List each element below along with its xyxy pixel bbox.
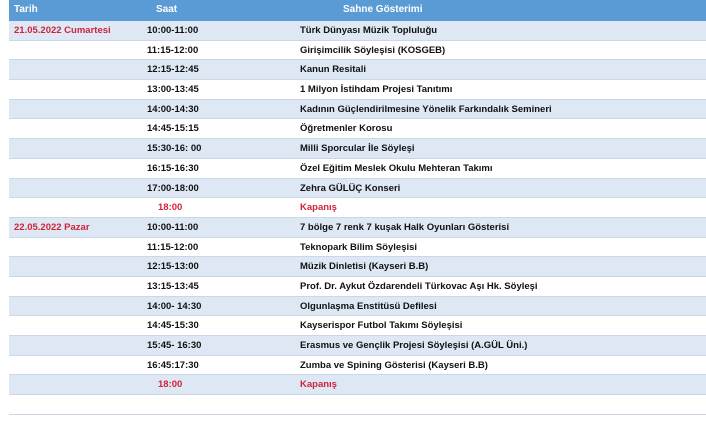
- row-time: 17:00-18:00: [147, 182, 199, 194]
- row-time: 13:15-13:45: [147, 280, 199, 292]
- row-time: 14:00-14:30: [147, 103, 199, 115]
- table-row: [9, 41, 706, 61]
- row-time: 10:00-11:00: [147, 221, 199, 233]
- table-row: [9, 198, 706, 218]
- row-event: Türk Dünyası Müzik Topluluğu: [300, 25, 438, 36]
- row-event: Prof. Dr. Aykut Özdarendeli Türkovac Aşı Hk. Söyleşi: [300, 280, 538, 292]
- row-date: 22.05.2022 Pazar: [14, 221, 90, 233]
- table-row: [9, 297, 706, 317]
- table-row: [9, 80, 706, 100]
- table-row: [9, 336, 706, 356]
- row-event: Özel Eğitim Meslek Okulu Mehteran Takımı: [300, 162, 493, 174]
- table-row: [9, 218, 706, 238]
- row-time: 14:00- 14:30: [147, 300, 202, 312]
- row-event: Zumba ve Spining Gösterisi (Kayseri B.B): [300, 359, 488, 371]
- table-header: [9, 0, 706, 21]
- header-date: Tarih: [14, 4, 38, 15]
- row-event: Girişimcilik Söyleşisi (KOSGEB): [300, 44, 446, 56]
- row-time: 13:00-13:45: [147, 84, 199, 96]
- row-event: Kapanış: [300, 379, 337, 391]
- row-time: 14:45-15:15: [147, 123, 199, 135]
- row-time: 14:45-15:30: [147, 320, 199, 332]
- table-row: [9, 316, 706, 336]
- row-event: 7 bölge 7 renk 7 kuşak Halk Oyunları Gösterisi: [300, 221, 510, 233]
- row-time: 11:15-12:00: [147, 44, 199, 56]
- header-event: Sahne Gösterimi: [343, 4, 423, 15]
- row-date: 21.05.2022 Cumartesi: [14, 25, 111, 36]
- row-time: 10:00-11:00: [147, 25, 199, 36]
- row-event: Teknopark Bilim Söyleşisi: [300, 241, 418, 253]
- row-time: 18:00: [158, 379, 183, 391]
- row-time: 15:30-16: 00: [147, 143, 202, 155]
- table-row: [9, 119, 706, 139]
- table-row: [9, 179, 706, 199]
- row-time: 15:45- 16:30: [147, 340, 202, 351]
- row-time: 16:45:17:30: [147, 359, 199, 371]
- row-event: Milli Sporcular İle Söyleşi: [300, 143, 415, 155]
- table-row: [9, 159, 706, 179]
- table-row: [9, 257, 706, 277]
- row-event: Kapanış: [300, 202, 337, 214]
- row-event: Müzik Dinletisi (Kayseri B.B): [300, 261, 429, 273]
- row-time: 18:00: [158, 202, 183, 214]
- table-row: [9, 21, 706, 41]
- row-event: Öğretmenler Korosu: [300, 123, 393, 135]
- table-row: [9, 139, 706, 159]
- row-time: 16:15-16:30: [147, 162, 199, 174]
- table-row: [9, 100, 706, 120]
- row-event: Olgunlaşma Enstitüsü Defilesi: [300, 300, 437, 312]
- row-event: Zehra GÜLÜÇ Konseri: [300, 182, 401, 194]
- row-event: Kayserispor Futbol Takımı Söyleşisi: [300, 320, 463, 332]
- row-event: Kadının Güçlendirilmesine Yönelik Farkındalık Semineri: [300, 103, 552, 115]
- table-row: [9, 238, 706, 258]
- table-body: [9, 21, 706, 415]
- row-time: 12:15-12:45: [147, 64, 199, 76]
- table-row: [9, 60, 706, 80]
- table-row: [9, 375, 706, 395]
- row-event: Kanun Resitali: [300, 64, 366, 76]
- header-time: Saat: [156, 4, 178, 15]
- row-time: 11:15-12:00: [147, 241, 199, 253]
- table-row: [9, 356, 706, 376]
- table-row: [9, 395, 706, 415]
- row-event: 1 Milyon İstihdam Projesi Tanıtımı: [300, 84, 453, 96]
- row-event: Erasmus ve Gençlik Projesi Söyleşisi (A.GÜL Üni.): [300, 340, 528, 351]
- schedule-table: [9, 0, 706, 415]
- table-row: [9, 277, 706, 297]
- row-time: 12:15-13:00: [147, 261, 199, 273]
